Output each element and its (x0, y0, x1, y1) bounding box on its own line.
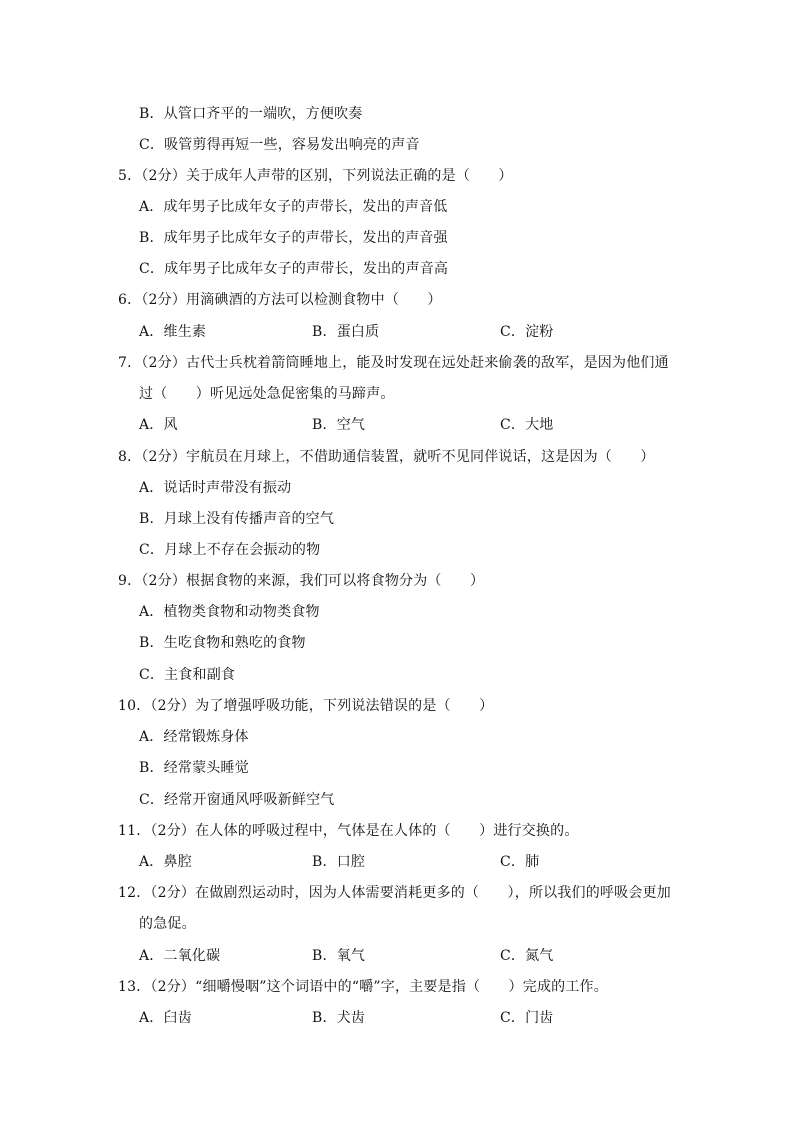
q6-stem: 6．（2分）用滴碘酒的方法可以检测食物中（ ） (118, 292, 442, 308)
q11-option-a: A．鼻腔 (139, 854, 192, 870)
q13-option-b: B．犬齿 (312, 1010, 366, 1026)
q13-option-c: C．门齿 (500, 1010, 554, 1026)
q12-stem: 12．（2分）在做剧烈运动时，因为人体需要消耗更多的（ ），所以我们的呼吸会更加 (118, 885, 671, 901)
q10-option-b: B．经常蒙头睡觉 (139, 760, 249, 776)
q10-option-a: A．经常锻炼身体 (139, 729, 249, 745)
q7-option-b: B．空气 (312, 417, 366, 433)
q9-option-a: A．植物类食物和动物类食物 (139, 604, 320, 620)
q4-option-c: C．吸管剪得再短一些，容易发出响亮的声音 (139, 137, 420, 153)
q8-stem: 8．（2分）宇航员在月球上，不借助通信装置，就听不见同伴说话，这是因为（ ） (118, 449, 655, 465)
q6-option-c: C．淀粉 (500, 324, 554, 340)
q5-option-c: C．成年男子比成年女子的声带长，发出的声音高 (139, 261, 449, 277)
q13-option-a: A．臼齿 (139, 1010, 192, 1026)
q11-stem: 11．（2分）在人体的呼吸过程中，气体是在人体的（ ）进行交换的。 (118, 823, 579, 839)
q7-option-c: C．大地 (500, 417, 554, 433)
q11-option-c: C．肺 (500, 854, 540, 870)
q11-option-b: B．口腔 (312, 854, 366, 870)
q10-option-c: C．经常开窗通风呼吸新鲜空气 (139, 792, 335, 808)
q7-stem: 7．（2分）古代士兵枕着箭筒睡地上，能及时发现在远处赶来偷袭的敌军，是因为他们通 (118, 355, 669, 371)
q4-option-b: B．从管口齐平的一端吹，方便吹奏 (139, 106, 363, 122)
q5-option-b: B．成年男子比成年女子的声带长，发出的声音强 (139, 230, 448, 246)
q5-stem: 5．（2分）关于成年人声带的区别，下列说法正确的是（ ） (118, 168, 513, 184)
q12-option-b: B．氧气 (312, 948, 366, 964)
q9-stem: 9．（2分）根据食物的来源，我们可以将食物分为（ ） (118, 573, 485, 589)
q12-stem-cont: 的急促。 (139, 916, 196, 932)
q13-stem: 13．（2分）“细嚼慢咽”这个词语中的“嚼”字，主要是指（ ）完成的工作。 (118, 979, 608, 995)
q7-stem-cont: 过（ ）听见远处急促密集的马蹄声。 (139, 386, 395, 402)
q5-option-a: A．成年男子比成年女子的声带长，发出的声音低 (139, 199, 448, 215)
q10-stem: 10．（2分）为了增强呼吸功能，下列说法错误的是（ ） (118, 698, 494, 714)
q6-option-a: A．维生素 (139, 324, 207, 340)
q9-option-b: B．生吃食物和熟吃的食物 (139, 635, 306, 651)
q8-option-b: B．月球上没有传播声音的空气 (139, 511, 335, 527)
q12-option-a: A．二氧化碳 (139, 948, 221, 964)
q9-option-c: C．主食和副食 (139, 667, 236, 683)
q8-option-c: C．月球上不存在会振动的物 (139, 542, 321, 558)
q6-option-b: B．蛋白质 (312, 324, 380, 340)
q12-option-c: C．氮气 (500, 948, 554, 964)
q7-option-a: A．风 (139, 417, 178, 433)
q8-option-a: A．说话时声带没有振动 (139, 480, 292, 496)
